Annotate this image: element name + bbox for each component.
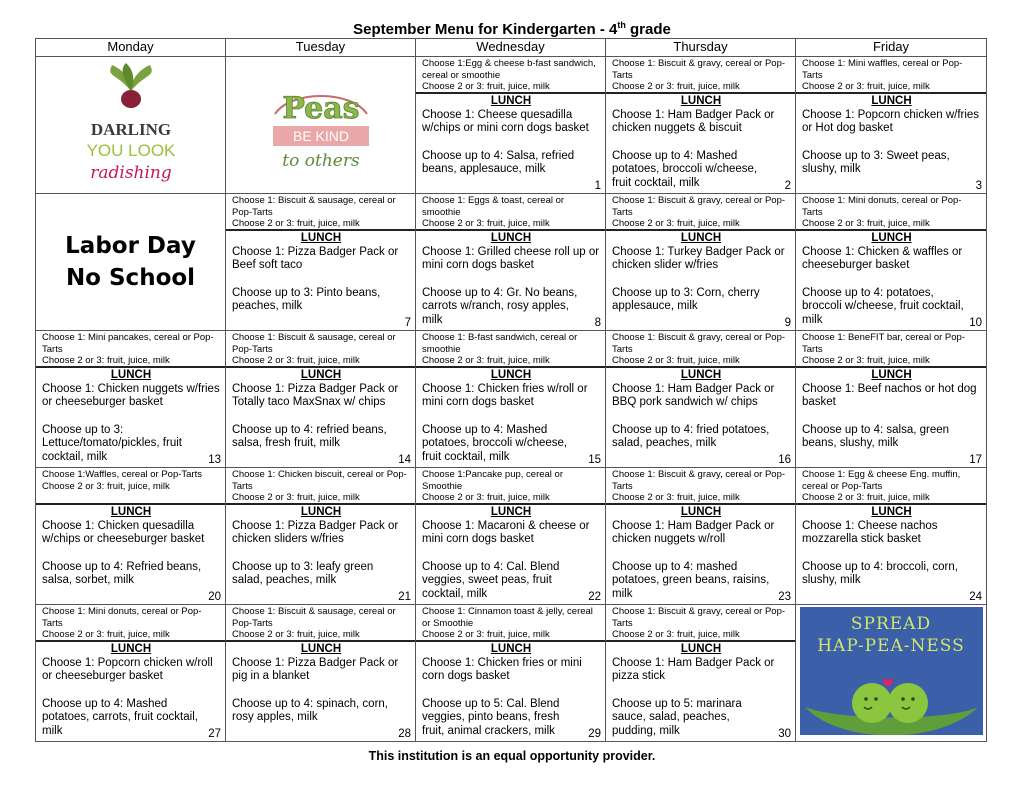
lunch-heading: LUNCH	[490, 506, 532, 518]
lunch-section	[36, 505, 225, 588]
date-number: 7	[404, 317, 411, 329]
date-number: 27	[208, 728, 221, 740]
spread-text-1: SPREAD	[850, 614, 932, 634]
breakfast-sides: Choose 2 or 3: fruit, juice, milk	[422, 218, 550, 230]
breakfast-choice: Choose 1: Mini donuts, cereal or Pop-Tarts	[42, 606, 202, 629]
lunch-section	[416, 642, 605, 738]
date-number: 21	[398, 591, 411, 603]
date-number: 3	[975, 180, 982, 192]
lunch-heading: LUNCH	[680, 369, 722, 381]
lunch-heading: LUNCH	[300, 643, 342, 655]
breakfast-sides: Choose 2 or 3: fruit, juice, milk	[802, 218, 930, 230]
day-cell	[226, 605, 416, 742]
weekday-header-row	[36, 39, 987, 57]
lunch-heading: LUNCH	[110, 369, 152, 381]
lunch-main-choice: Choose 1: Ham Badger Pack or chicken nuggets & biscuit	[612, 108, 775, 135]
breakfast-choice: Choose 1: Mini waffles, cereal or Pop-Tarts	[802, 58, 963, 81]
breakfast-sides: Choose 2 or 3: fruit, juice, milk	[422, 492, 550, 504]
breakfast-sides: Choose 2 or 3: fruit, juice, milk	[422, 629, 550, 641]
breakfast-section	[796, 194, 986, 231]
menu-calendar	[35, 38, 987, 742]
radish-art	[36, 57, 225, 193]
lunch-section	[36, 368, 225, 464]
date-number: 9	[784, 317, 791, 329]
weekday-header: Friday	[796, 39, 987, 57]
lunch-sides: Choose up to 5: marinara sauce, salad, peaches, pudding, milk	[612, 697, 742, 737]
day-cell	[606, 468, 796, 605]
day-cell	[226, 331, 416, 468]
equal-opportunity-footer: This institution is an equal opportunity provider.	[368, 749, 656, 763]
lunch-main-choice: Choose 1: Pizza Badger Pack or pig in a blanket	[232, 656, 399, 683]
day-cell	[226, 468, 416, 605]
lunch-sides: Choose up to 3: Lettuce/tomato/pickles, fruit cocktail, milk	[42, 423, 182, 463]
date-number: 2	[784, 180, 791, 192]
lunch-section	[796, 231, 986, 327]
lunch-section	[226, 642, 415, 725]
day-cell	[36, 194, 226, 331]
lunch-sides: Choose up to 4: fried potatoes, salad, peaches, milk	[612, 423, 770, 450]
svg-text:YOU LOOK: YOU LOOK	[86, 141, 175, 160]
lunch-main-choice: Choose 1: Turkey Badger Pack or chicken slider w/fries	[612, 245, 785, 272]
lunch-sides: Choose up to 4: Mashed potatoes, broccoli w/cheese, fruit cocktail, milk	[612, 149, 758, 189]
lunch-section	[606, 231, 795, 314]
week-row	[36, 194, 987, 331]
day-cell	[796, 605, 987, 742]
breakfast-section	[606, 194, 795, 231]
lunch-main-choice: Choose 1: Popcorn chicken w/roll or cheeseburger basket	[42, 656, 213, 683]
peas-art	[226, 57, 415, 193]
day-cell	[36, 57, 226, 194]
lunch-main-choice: Choose 1: Ham Badger Pack or pizza stick	[612, 656, 775, 683]
breakfast-choice: Choose 1: B-fast sandwich, cereal or smoothie	[422, 332, 578, 355]
breakfast-sides: Choose 2 or 3: fruit, juice, milk	[612, 629, 740, 641]
date-number: 16	[778, 454, 791, 466]
lunch-sides: Choose up to 4: refried beans, salsa, fresh fruit, milk	[232, 423, 387, 450]
day-cell	[416, 331, 606, 468]
lunch-main-choice: Choose 1: Chicken quesadilla w/chips or cheeseburger basket	[42, 519, 205, 546]
breakfast-section	[416, 605, 605, 642]
breakfast-choice: Choose 1: Mini donuts, cereal or Pop-Tarts	[802, 195, 962, 218]
day-cell	[416, 468, 606, 605]
breakfast-section	[416, 331, 605, 368]
lunch-main-choice: Choose 1: Pizza Badger Pack or chicken sliders w/fries	[232, 519, 399, 546]
lunch-heading: LUNCH	[680, 643, 722, 655]
svg-text:radishing: radishing	[89, 163, 172, 183]
breakfast-sides: Choose 2 or 3: fruit, juice, milk	[612, 81, 740, 93]
holiday-title: Labor Day	[65, 233, 196, 259]
lunch-section	[226, 231, 415, 314]
date-number: 30	[778, 728, 791, 740]
lunch-main-choice: Choose 1: Cheese nachos mozzarella stick basket	[802, 519, 938, 546]
breakfast-choice: Choose 1: Biscuit & gravy, cereal or Pop-Tarts	[612, 58, 786, 81]
lunch-main-choice: Choose 1: Macaroni & cheese or mini corn dogs basket	[422, 519, 590, 546]
lunch-main-choice: Choose 1: Ham Badger Pack or chicken nuggets w/roll	[612, 519, 775, 546]
breakfast-sides: Choose 2 or 3: fruit, juice, milk	[232, 218, 360, 230]
lunch-heading: LUNCH	[680, 232, 722, 244]
day-cell	[416, 57, 606, 194]
lunch-main-choice: Choose 1: Grilled cheese roll up or mini corn dogs basket	[422, 245, 600, 272]
weekday-header: Tuesday	[226, 39, 416, 57]
day-cell	[606, 194, 796, 331]
lunch-heading: LUNCH	[300, 369, 342, 381]
breakfast-section	[606, 331, 795, 368]
lunch-sides: Choose up to 3: leafy green salad, peaches, milk	[232, 560, 374, 587]
lunch-heading: LUNCH	[490, 95, 532, 107]
date-number: 13	[208, 454, 221, 466]
day-cell	[36, 605, 226, 742]
day-cell	[796, 468, 987, 605]
lunch-heading: LUNCH	[871, 369, 912, 381]
lunch-sides: Choose up to 3: Sweet peas, slushy, milk	[802, 149, 950, 176]
breakfast-sides: Choose 2 or 3: fruit, juice, milk	[42, 480, 170, 492]
week-row	[36, 57, 987, 194]
day-cell	[796, 331, 987, 468]
breakfast-sides: Choose 2 or 3: fruit, juice, milk	[802, 355, 930, 367]
lunch-main-choice: Choose 1: Ham Badger Pack or BBQ pork sandwich w/ chips	[612, 382, 775, 409]
breakfast-choice: Choose 1: Biscuit & sausage, cereal or Pop-Tarts	[232, 606, 396, 629]
lunch-sides: Choose up to 4: Salsa, refried beans, applesauce, milk	[422, 149, 575, 176]
breakfast-section	[226, 605, 415, 642]
weekday-header: Wednesday	[416, 39, 606, 57]
breakfast-sides: Choose 2 or 3: fruit, juice, milk	[42, 629, 170, 641]
day-cell	[226, 57, 416, 194]
lunch-heading: LUNCH	[871, 95, 912, 107]
lunch-section	[36, 642, 225, 738]
breakfast-sides: Choose 2 or 3: fruit, juice, milk	[42, 355, 170, 367]
lunch-sides: Choose up to 4: Mashed potatoes, carrots, fruit cocktail, milk	[42, 697, 198, 737]
breakfast-section	[606, 57, 795, 94]
week-row	[36, 331, 987, 468]
day-cell	[796, 57, 987, 194]
lunch-section	[606, 642, 795, 738]
breakfast-choice: Choose 1: Cinnamon toast & jelly, cereal or Smoothie	[422, 606, 593, 629]
breakfast-choice: Choose 1: Biscuit & gravy, cereal or Pop-Tarts	[612, 606, 786, 629]
page-title: September Menu for Kindergarten - 4th grade	[353, 20, 671, 38]
breakfast-section	[416, 194, 605, 231]
breakfast-section	[796, 468, 986, 505]
breakfast-sides: Choose 2 or 3: fruit, juice, milk	[802, 81, 930, 93]
holiday-subtitle: No School	[65, 265, 196, 291]
lunch-heading: LUNCH	[490, 643, 532, 655]
breakfast-choice: Choose 1: Biscuit & sausage, cereal or Pop-Tarts	[232, 332, 396, 355]
spread-happeaness-art	[800, 607, 983, 735]
lunch-main-choice: Choose 1: Popcorn chicken w/fries or Hot dog basket	[802, 108, 980, 135]
day-cell	[416, 605, 606, 742]
breakfast-sides: Choose 2 or 3: fruit, juice, milk	[422, 355, 550, 367]
breakfast-section	[36, 468, 225, 505]
breakfast-sides: Choose 2 or 3: fruit, juice, milk	[802, 492, 930, 504]
lunch-main-choice: Choose 1: Pizza Badger Pack or Beef soft taco	[232, 245, 399, 272]
date-number: 10	[969, 317, 982, 329]
lunch-section	[226, 368, 415, 451]
day-cell	[226, 194, 416, 331]
pea-pod-icon	[800, 655, 983, 735]
breakfast-choice: Choose 1: Egg & cheese Eng. muffin, cereal or Pop-Tarts	[802, 469, 961, 492]
lunch-heading: LUNCH	[300, 232, 342, 244]
lunch-sides: Choose up to 4: Refried beans, salsa, sorbet, milk	[42, 560, 202, 587]
lunch-section	[606, 94, 795, 190]
day-cell	[36, 468, 226, 605]
lunch-main-choice: Choose 1: Chicken nuggets w/fries or cheeseburger basket	[42, 382, 220, 409]
date-number: 8	[594, 317, 601, 329]
date-number: 24	[969, 591, 982, 603]
breakfast-choice: Choose 1: Eggs & toast, cereal or smoothie	[422, 195, 565, 218]
svg-text:Peas: Peas	[281, 91, 360, 126]
lunch-section	[416, 94, 605, 177]
lunch-heading: LUNCH	[871, 232, 912, 244]
lunch-section	[416, 368, 605, 464]
lunch-sides: Choose up to 4: salsa, green beans, slushy, milk	[802, 423, 950, 450]
date-number: 23	[778, 591, 791, 603]
lunch-main-choice: Choose 1: Pizza Badger Pack or Totally taco MaxSnax w/ chips	[232, 382, 399, 409]
breakfast-choice: Choose 1: Biscuit & gravy, cereal or Pop-Tarts	[612, 469, 786, 492]
lunch-section	[606, 505, 795, 601]
lunch-heading: LUNCH	[490, 232, 532, 244]
lunch-main-choice: Choose 1: Cheese quesadilla w/chips or mini corn dogs basket	[422, 108, 589, 135]
breakfast-choice: Choose 1: BeneFIT bar, cereal or Pop-Tarts	[802, 332, 965, 355]
lunch-heading: LUNCH	[300, 506, 342, 518]
weekday-header: Monday	[36, 39, 226, 57]
breakfast-section	[36, 331, 225, 368]
lunch-sides: Choose up to 4: Cal. Blend veggies, sweet peas, fruit cocktail, milk	[422, 560, 560, 600]
breakfast-section	[416, 57, 605, 94]
lunch-heading: LUNCH	[110, 506, 152, 518]
day-cell	[606, 605, 796, 742]
week-row	[36, 605, 987, 742]
breakfast-section	[606, 468, 795, 505]
lunch-section	[226, 505, 415, 588]
lunch-main-choice: Choose 1: Chicken & waffles or cheeseburger basket	[802, 245, 963, 272]
breakfast-section	[796, 331, 986, 368]
spread-text-2: HAP-PEA-NESS	[817, 636, 965, 656]
lunch-sides: Choose up to 3: Pinto beans, peaches, milk	[232, 286, 381, 313]
lunch-sides: Choose up to 4: potatoes, broccoli w/cheese, fruit cocktail, milk	[802, 286, 964, 326]
breakfast-section	[796, 57, 986, 94]
lunch-section	[416, 231, 605, 327]
breakfast-sides: Choose 2 or 3: fruit, juice, milk	[232, 492, 360, 504]
breakfast-sides: Choose 2 or 3: fruit, juice, milk	[612, 218, 740, 230]
radish-icon	[76, 63, 186, 187]
breakfast-section	[226, 194, 415, 231]
weekday-header: Thursday	[606, 39, 796, 57]
lunch-sides: Choose up to 4: Gr. No beans, carrots w/ranch, rosy apples, milk	[422, 286, 578, 326]
breakfast-choice: Choose 1: Chicken biscuit, cereal or Pop-Tarts	[232, 469, 407, 492]
lunch-sides: Choose up to 4: spinach, corn, rosy apples, milk	[232, 697, 388, 724]
day-cell	[416, 194, 606, 331]
lunch-heading: LUNCH	[110, 643, 152, 655]
breakfast-choice: Choose 1:Egg & cheese b-fast sandwich, cereal or smoothie	[422, 58, 596, 81]
date-number: 14	[398, 454, 411, 466]
breakfast-sides: Choose 2 or 3: fruit, juice, milk	[422, 81, 550, 93]
date-number: 29	[588, 728, 601, 740]
breakfast-section	[226, 468, 415, 505]
lunch-sides: Choose up to 5: Cal. Blend veggies, pinto beans, fresh fruit, animal crackers, milk	[422, 697, 560, 737]
svg-text:to others: to others	[281, 151, 360, 171]
breakfast-sides: Choose 2 or 3: fruit, juice, milk	[612, 355, 740, 367]
breakfast-choice: Choose 1: Biscuit & gravy, cereal or Pop-Tarts	[612, 332, 786, 355]
date-number: 20	[208, 591, 221, 603]
lunch-main-choice: Choose 1: Beef nachos or hot dog basket	[802, 382, 977, 409]
breakfast-section	[226, 331, 415, 368]
date-number: 1	[594, 180, 601, 192]
lunch-sides: Choose up to 3: Corn, cherry applesauce, milk	[612, 286, 760, 313]
lunch-heading: LUNCH	[490, 369, 532, 381]
svg-text:DARLING: DARLING	[90, 120, 171, 139]
breakfast-sides: Choose 2 or 3: fruit, juice, milk	[232, 629, 360, 641]
breakfast-section	[606, 605, 795, 642]
lunch-section	[796, 94, 986, 177]
lunch-heading: LUNCH	[680, 95, 722, 107]
peas-kind-icon	[261, 70, 381, 180]
breakfast-choice: Choose 1:Waffles, cereal or Pop-Tarts	[42, 469, 202, 480]
day-cell	[796, 194, 987, 331]
breakfast-choice: Choose 1: Biscuit & sausage, cereal or Pop-Tarts	[232, 195, 396, 218]
week-row	[36, 468, 987, 605]
day-cell	[606, 57, 796, 194]
date-number: 22	[588, 591, 601, 603]
breakfast-choice: Choose 1:Pancake pup, cereal or Smoothie	[422, 469, 564, 492]
breakfast-sides: Choose 2 or 3: fruit, juice, milk	[612, 492, 740, 504]
lunch-heading: LUNCH	[680, 506, 722, 518]
holiday-notice	[36, 194, 225, 330]
breakfast-sides: Choose 2 or 3: fruit, juice, milk	[232, 355, 360, 367]
lunch-sides: Choose up to 4: mashed potatoes, green beans, raisins, milk	[612, 560, 770, 600]
day-cell	[36, 331, 226, 468]
lunch-section	[606, 368, 795, 451]
date-number: 28	[398, 728, 411, 740]
lunch-heading: LUNCH	[871, 506, 912, 518]
svg-text:BE KIND: BE KIND	[292, 128, 349, 144]
breakfast-section	[416, 468, 605, 505]
lunch-main-choice: Choose 1: Chicken fries w/roll or mini corn dogs basket	[422, 382, 588, 409]
lunch-section	[796, 368, 986, 451]
breakfast-choice: Choose 1: Biscuit & gravy, cereal or Pop-Tarts	[612, 195, 786, 218]
breakfast-choice: Choose 1: Mini pancakes, cereal or Pop-Tarts	[42, 332, 214, 355]
day-cell	[606, 331, 796, 468]
lunch-section	[796, 505, 986, 588]
breakfast-section	[36, 605, 225, 642]
lunch-sides: Choose up to 4: Mashed potatoes, broccoli w/cheese, fruit cocktail, milk	[422, 423, 568, 463]
date-number: 15	[588, 454, 601, 466]
lunch-main-choice: Choose 1: Chicken fries or mini corn dogs basket	[422, 656, 582, 683]
lunch-section	[416, 505, 605, 601]
lunch-sides: Choose up to 4: broccoli, corn, slushy, milk	[802, 560, 958, 587]
date-number: 17	[969, 454, 982, 466]
